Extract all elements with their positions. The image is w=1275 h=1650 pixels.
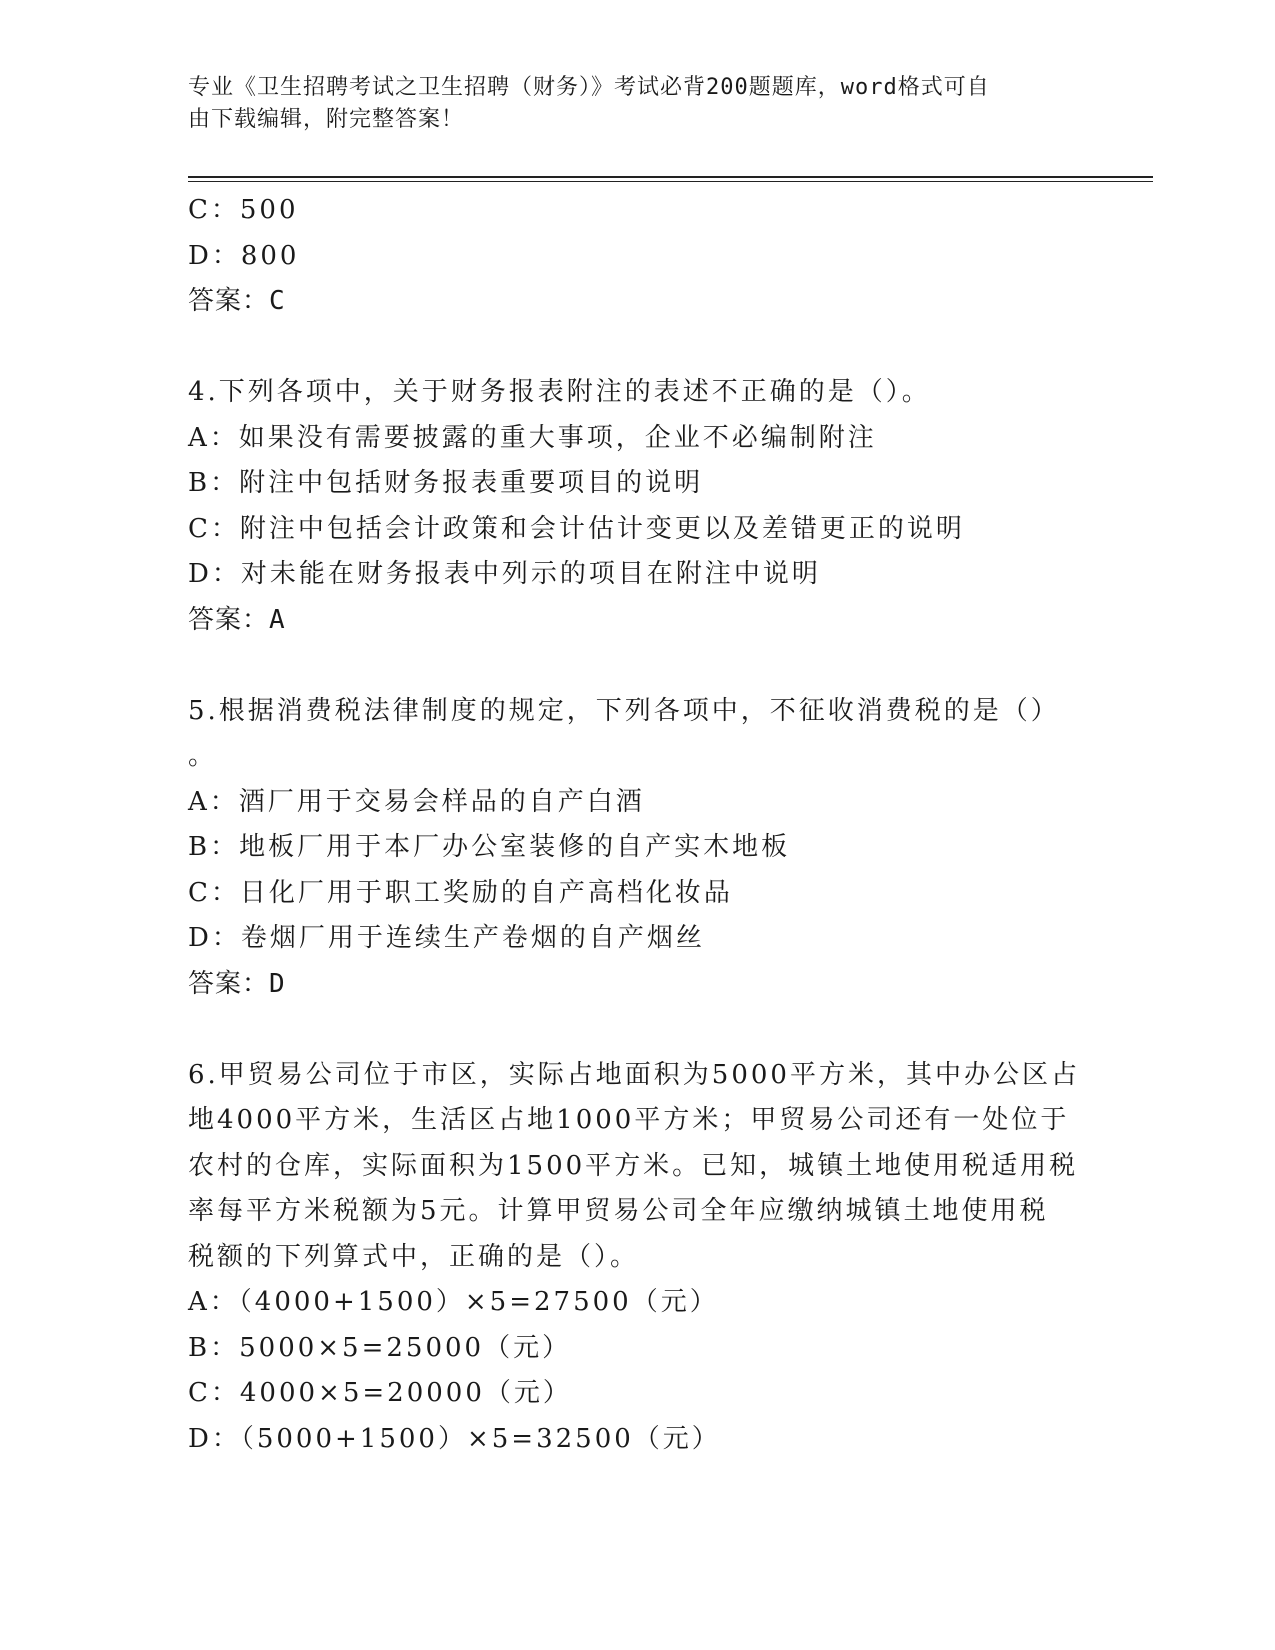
option-a: A：（4000+1500）×5=27500（元） bbox=[188, 1287, 719, 1317]
answer-line: 答案：D bbox=[188, 968, 286, 999]
option-a: A：如果没有需要披露的重大事项，企业不必编制附注 bbox=[188, 422, 877, 453]
answer-line: 答案：A bbox=[188, 604, 286, 635]
option-b: B：5000×5=25000（元） bbox=[188, 1332, 572, 1363]
header-line-1: 专业《卫生招聘考试之卫生招聘（财务）》考试必背200题题库，word格式可自 bbox=[188, 75, 990, 100]
question-content bbox=[188, 188, 1088, 1462]
option-c: C：附注中包括会计政策和会计估计变更以及差错更正的说明 bbox=[188, 513, 965, 544]
question-stem-line-4: 率每平方米税额为5元。计算甲贸易公司全年应缴纳城镇土地使用税 bbox=[188, 1196, 1049, 1226]
option-d: D：800 bbox=[188, 240, 300, 271]
question-4 bbox=[188, 370, 1088, 643]
option-b: B：附注中包括财务报表重要项目的说明 bbox=[188, 468, 704, 498]
page-header bbox=[188, 72, 1068, 136]
question-stem-line-1: 6.甲贸易公司位于市区，实际占地面积为5000平方米，其中办公区占 bbox=[188, 1059, 1080, 1090]
header-divider-thin bbox=[188, 181, 1153, 182]
question-stem-line-2: 。 bbox=[188, 741, 218, 771]
option-d: D：卷烟厂用于连续生产卷烟的自产烟丝 bbox=[188, 923, 705, 953]
question-stem-line-5: 税额的下列算式中，正确的是（）。 bbox=[188, 1241, 640, 1272]
option-b: B：地板厂用于本厂办公室装修的自产实木地板 bbox=[188, 832, 791, 862]
spacer bbox=[188, 643, 1088, 689]
option-d: D：（5000+1500）×5=32500（元） bbox=[188, 1423, 721, 1454]
option-a: A：酒厂用于交易会样品的自产白酒 bbox=[188, 786, 645, 817]
question-5 bbox=[188, 689, 1088, 1008]
spacer bbox=[188, 325, 1088, 371]
question-3-tail bbox=[188, 188, 1088, 325]
question-6 bbox=[188, 1053, 1088, 1463]
question-stem-line-2: 地4000平方米，生活区占地1000平方米；甲贸易公司还有一处位于 bbox=[188, 1105, 1070, 1135]
question-stem-line-1: 5.根据消费税法律制度的规定，下列各项中，不征收消费税的是（） bbox=[188, 695, 1060, 726]
header-divider-thick bbox=[188, 176, 1153, 178]
spacer bbox=[188, 1007, 1088, 1053]
option-c: C：500 bbox=[188, 195, 299, 225]
answer-line: 答案：C bbox=[188, 286, 286, 316]
option-c: C：日化厂用于职工奖励的自产高档化妆品 bbox=[188, 877, 733, 908]
option-d: D：对未能在财务报表中列示的项目在附注中说明 bbox=[188, 559, 821, 589]
option-c: C：4000×5=20000（元） bbox=[188, 1378, 572, 1408]
header-line-2: 由下载编辑，附完整答案！ bbox=[188, 107, 465, 132]
question-stem: 4.下列各项中，关于财务报表附注的表述不正确的是（）。 bbox=[188, 377, 931, 407]
question-stem-line-3: 农村的仓库，实际面积为1500平方米。已知，城镇土地使用税适用税 bbox=[188, 1150, 1079, 1181]
